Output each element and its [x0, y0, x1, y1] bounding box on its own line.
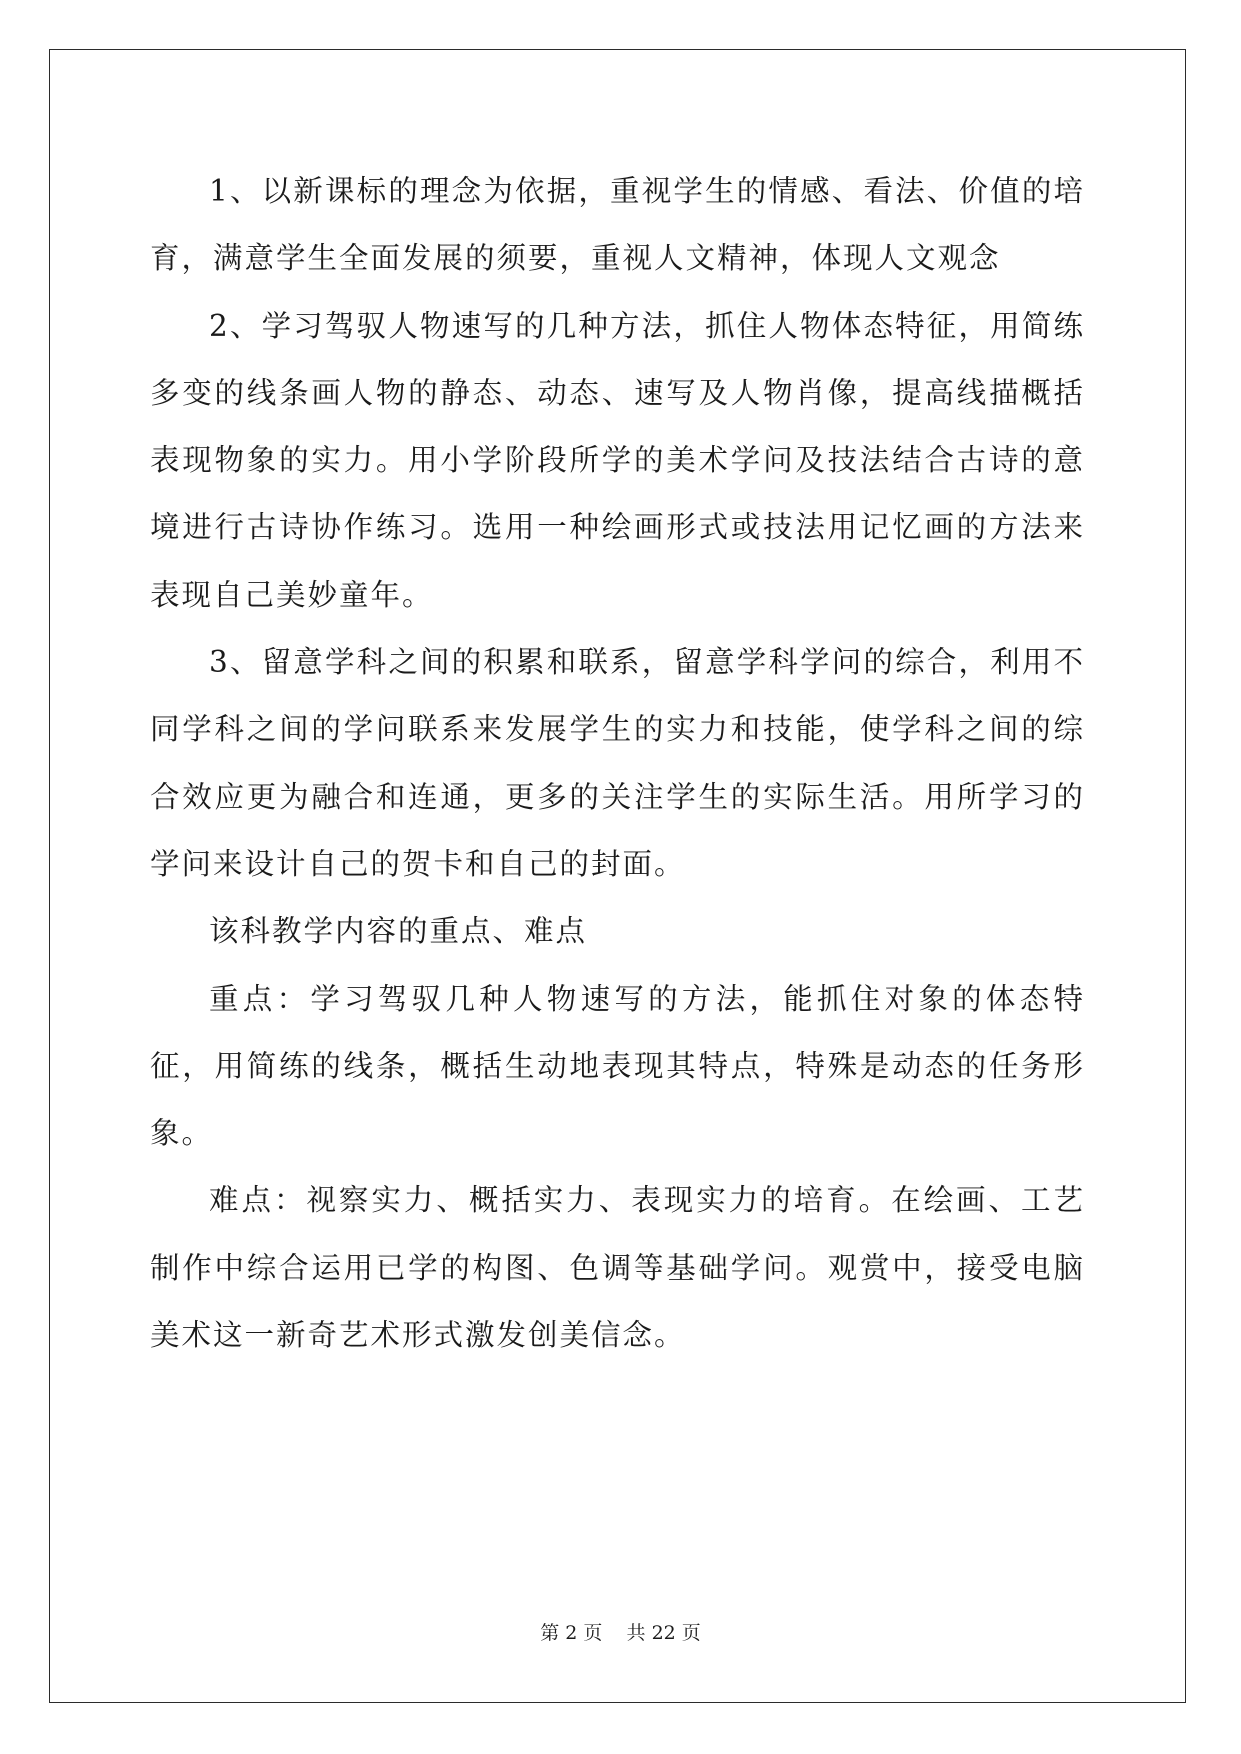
page-number-footer: 第 2 页 共 22 页 [540, 1622, 701, 1644]
paragraph-objective-1: 1、以新课标的理念为依据，重视学生的情感、看法、价值的培育，满意学生全面发展的须要，重视人文精神，体现人文观念 [150, 174, 1085, 276]
paragraph-objective-2: 2、学习驾驭人物速写的几种方法，抓住人物体态特征，用简练多变的线条画人物的静态、动态、速写及人物肖像，提高线描概括表现物象的实力。用小学阶段所学的美术学问及技法结合古诗的意境进行古诗协作练习。选用一种绘画形式或技法用记忆画的方法来表现自己美妙童年。 [150, 308, 1085, 612]
paragraph-difficulties: 难点：视察实力、概括实力、表现实力的培育。在绘画、工艺制作中综合运用已学的构图、色调等基础学问。观赏中，接受电脑美术这一新奇艺术形式激发创美信念。 [150, 1183, 1085, 1353]
paragraph-objective-3: 3、留意学科之间的积累和联系，留意学科学问的综合，利用不同学科之间的学问联系来发展学生的实力和技能，使学科之间的综合效应更为融合和连通，更多的关注学生的实际生活。用所学习的学问来设计自己的贺卡和自己的封面。 [150, 645, 1085, 881]
section-heading-key-points: 该科教学内容的重点、难点 [209, 914, 588, 949]
document-body [150, 158, 1085, 1369]
paragraph-key-points: 重点：学习驾驭几种人物速写的方法，能抓住对象的体态特征，用简练的线条，概括生动地表现其特点，特殊是动态的任务形象。 [150, 981, 1085, 1151]
